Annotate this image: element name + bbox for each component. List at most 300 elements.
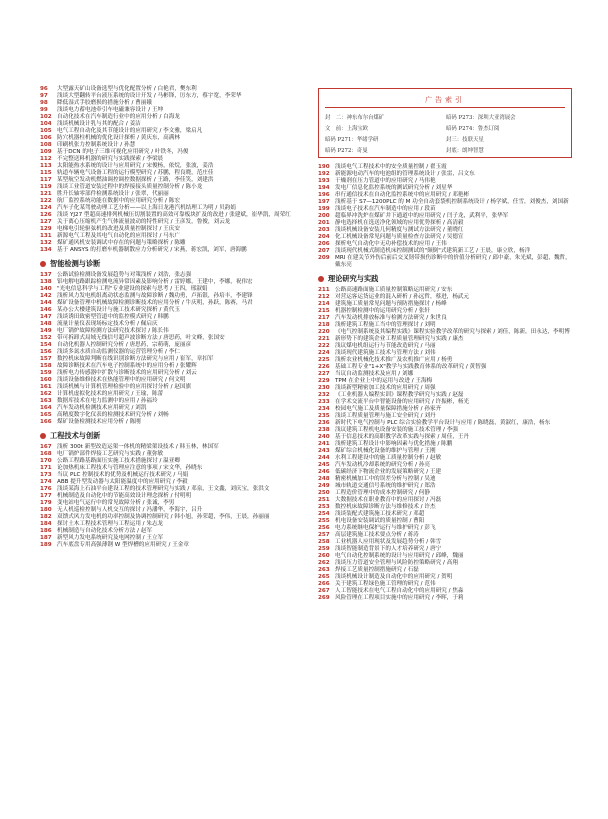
toc-page-number: 253 — [318, 504, 330, 510]
toc-page-number: 126 — [40, 212, 52, 218]
toc-entry-title: 风险管理在工程项目实施中的应用研究 / 李晖，于莉 — [335, 595, 464, 601]
toc-entry — [318, 350, 572, 357]
toc-page-number: 269 — [318, 595, 330, 601]
toc-entry — [40, 142, 306, 149]
toc-page-number: 112 — [40, 156, 52, 162]
toc-entry — [40, 321, 306, 328]
toc-entry-title: 高精度数字化仪表的检测技术研究分析 / 刘畅 — [57, 412, 169, 418]
toc-entry-title: 浅析农业机械化技术推广及农机推广应用 / 杨勇 — [335, 357, 453, 363]
toc-entry-title: 浅议建筑工程机电设备安装的施工技术管理 / 李强 — [335, 427, 458, 433]
toc-page-number: 117 — [40, 177, 52, 183]
toc-entry-title: 浅谈工业管道安装过程中的焊接接头质量控制分析 / 陈小龙 — [57, 184, 203, 190]
toc-page-number: 211 — [318, 287, 330, 293]
toc-entry — [40, 444, 306, 451]
toc-entry-title: 新能源电动汽车的电池组的管理系统设计 / 张雷，吕文东 — [335, 171, 475, 177]
toc-entry — [318, 469, 572, 476]
toc-page-number: 218 — [318, 322, 330, 328]
toc-page-number: 146 — [40, 307, 52, 313]
toc-page-number: 217 — [318, 315, 330, 321]
toc-entry — [40, 335, 306, 342]
toc-entry-title: "光电信息科学与工程"专业建设的探索与思考 / 王四，邢淑娟 — [57, 286, 208, 292]
toc-page-number: 168 — [40, 451, 52, 457]
toc-entry — [40, 247, 306, 254]
toc-entry — [40, 279, 306, 286]
toc-page-number: 255 — [318, 518, 330, 524]
right-toc-column — [318, 164, 572, 602]
toc-entry-title: 静电选择机在选送净化领域的应用优势探析 / 高清毅 — [335, 220, 464, 226]
toc-page-number: 124 — [40, 205, 52, 211]
toc-entry — [318, 343, 572, 350]
toc-entry-title: 公路高速路面施工质量控制策略运用研究 / 安东 — [335, 287, 453, 293]
toc-entry-title: 数据库技术在电力监测中的应用 / 孙福玲 — [57, 398, 158, 404]
toc-entry-title: ABB 提升型发动器与太阳能温度中的应用研究 / 李毅 — [57, 479, 188, 485]
toc-entry — [40, 135, 306, 142]
toc-page-number: 134 — [40, 247, 52, 253]
toc-entry — [318, 595, 572, 602]
toc-page-number: 176 — [40, 486, 52, 492]
toc-page-number: 156 — [40, 349, 52, 355]
toc-page-number: 245 — [318, 462, 330, 468]
toc-entry — [40, 493, 306, 500]
toc-entry — [40, 240, 306, 247]
toc-page-number: 194 — [318, 185, 330, 191]
toc-page-number: 186 — [40, 528, 52, 534]
toc-page-number: 262 — [318, 560, 330, 566]
toc-entry-title: 新时代下电气控制与 PLC 综合实验教学平台设计与应用 / 陈晓磊，黄淑红，康浩，杨东 — [335, 420, 551, 426]
toc-page-number: 197 — [318, 199, 330, 205]
toc-entry-title: 《工业机器人编程实训》课程教学研究与实践 / 赵磊 — [335, 392, 464, 398]
ad-cell: 封 二：神东布尔台煤矿 — [325, 115, 385, 121]
toc-page-number: 97 — [40, 93, 48, 99]
toc-page-number: 108 — [40, 142, 52, 148]
toc-entry — [318, 553, 572, 560]
toc-entry-title: 浅谈诱田致密型管道中的监控模式研究 / 韩鹏 — [57, 314, 169, 320]
toc-entry-title: 浅谈电力蓄电池牵引车电磁兼容设计 / 王坤 — [57, 107, 164, 113]
toc-entry — [40, 219, 306, 226]
toc-page-number: 209 — [318, 255, 330, 261]
toc-entry-title: 浅谈机械设计制造及自动化中的应用研究 / 贺明 — [335, 574, 453, 580]
toc-entry — [40, 472, 306, 479]
toc-entry-title: 公路工程路基路面压实施工技术措施探讨 / 温亚卿 — [57, 458, 180, 464]
toc-page-number: 204 — [318, 234, 330, 240]
toc-page-number: 113 — [40, 163, 52, 169]
toc-entry — [40, 272, 306, 279]
toc-entry-title: 浅谈机械与计算机管理检验中的应用探讨分析 / 赵国旗 — [57, 384, 192, 390]
toc-entry — [40, 128, 306, 135]
toc-entry — [40, 465, 306, 472]
toc-entry-title: 城市轨道交通信号系统的维护研究 / 郑浩 — [335, 483, 436, 489]
toc-entry — [318, 371, 572, 378]
toc-page-number: 189 — [40, 542, 52, 548]
toc-entry-title: 工程造价管理中的成本控制研究 / 何静 — [335, 490, 430, 496]
toc-entry-title: 关于离心压缩机产生气体流量波动的特性研究 / 王彦发，鲁俊，刘云龙 — [57, 219, 231, 225]
toc-entry — [318, 504, 572, 511]
toc-page-number: 167 — [40, 444, 52, 450]
toc-entry — [318, 357, 572, 364]
toc-entry — [318, 525, 572, 532]
toc-page-number: 174 — [40, 479, 52, 485]
toc-entry-title: 煤矿通风机安装调试中存在的问题与策略探析 / 陈雕 — [57, 240, 186, 246]
toc-entry — [318, 234, 572, 241]
toc-entry — [318, 399, 572, 406]
section-heading — [40, 431, 306, 441]
toc-page-number: 159 — [40, 370, 52, 376]
toc-entry-title: TPM 在企业上中的运用与改进 / 王海梅 — [335, 378, 433, 384]
section-heading-label: 理论研究与实践 — [328, 274, 379, 283]
toc-entry-title: 汽车发动机检测技术应用研究 / 刘凯 — [57, 405, 147, 411]
toc-page-number: 157 — [40, 356, 52, 362]
toc-entry-title: 浅谈电气工程技术中的安全质量控制 / 翟玉霞 — [335, 164, 447, 170]
toc-entry — [318, 497, 572, 504]
toc-entry-title: 精密机械加工中的误差分析与控制 / 吴迪 — [335, 476, 436, 482]
toc-entry — [40, 114, 306, 121]
toc-entry-title: 探讨土木工程技术管理与工程运用 / 朱志龙 — [57, 521, 164, 527]
section-heading — [318, 274, 572, 284]
toc-entry-title: 新源电气工程及其电气自动化的应用探讨 / 马东广 — [57, 233, 180, 239]
toc-entry-title: 浅谈新型精密加工技术的应用研究 / 周强 — [335, 385, 436, 391]
toc-entry — [40, 535, 306, 542]
toc-page-number: 256 — [318, 525, 330, 531]
toc-entry — [40, 191, 306, 198]
toc-entry — [40, 149, 306, 156]
toc-entry — [318, 406, 572, 413]
toc-entry-title: 发电厂信息化监控系统的测试研究分析 / 刘星华 — [335, 185, 453, 191]
ad-row — [325, 135, 567, 143]
toc-entry-title: 煤矿综合机械化设备的维护与管理 / 王刚 — [335, 448, 436, 454]
toc-page-number: 179 — [40, 500, 52, 506]
toc-entry — [40, 363, 306, 370]
toc-page-number: 127 — [40, 219, 52, 225]
toc-entry — [318, 441, 572, 448]
toc-entry — [40, 405, 306, 412]
toc-page-number: 243 — [318, 448, 330, 454]
toc-entry-title: 基础工程专业"1+X"教学与实践教育体系的改革研究 / 黄智强 — [335, 364, 487, 370]
toc-page-number: 144 — [40, 300, 52, 306]
toc-page-number: 192 — [318, 171, 330, 177]
toc-page-number: 215 — [318, 308, 330, 314]
toc-entry-title: 电梯电引轮驱弦机的改进及质量控制探讨 / 王庆安 — [57, 226, 180, 232]
toc-entry-title: 基于 ANSYS 的打磨车机器制散应力分析研究 / 宋燕，蒋宏凯，刘军，唐海鹏 — [57, 247, 247, 253]
toc-entry-title: 双馈式风力发电机的功率控制及协调控制研究 / 韩小旭，孙荣超，李伟，王晨，孙丽丽 — [57, 514, 270, 520]
toc-page-number: 250 — [318, 490, 330, 496]
toc-entry-title: 机械制造与自动化技术分析方法 / 赵军 — [57, 528, 152, 534]
toc-page-number: 99 — [40, 107, 48, 113]
toc-page-number: 170 — [40, 458, 52, 464]
toc-entry-title: 浅谈某海上石油平台建设工程的技术管理研究与实践 / 邓泉，王文鑫，刘庆宝，张洪文 — [57, 486, 270, 492]
ad-index-box — [318, 88, 572, 158]
toc-entry-title: 浅谈智能制造背景下的人才培养研究 / 唐宁 — [335, 546, 442, 552]
toc-entry — [40, 286, 306, 293]
toc-entry — [40, 100, 306, 107]
toc-entry-title: 煤矿设备管理中机械故障检测诊断技术的应用分析 / 牛庆明，孙跃，陈赛，马君 — [57, 300, 253, 306]
bullet-dot-icon — [40, 261, 46, 267]
toc-page-number: 214 — [318, 301, 330, 307]
toc-entry — [40, 93, 306, 100]
toc-entry — [318, 539, 572, 546]
toc-entry — [318, 574, 572, 581]
toc-entry — [40, 412, 306, 419]
toc-page-number: 96 — [40, 86, 48, 92]
toc-page-number: 260 — [318, 553, 330, 559]
toc-entry-title: 胜升长轴零部件检测系统设计 / 张翠，代丽丽 — [57, 191, 169, 197]
toc-entry-title: 自动化机器人控制研究分析 / 唐思药，宗萌萌，庞丽彦 — [57, 342, 192, 348]
toc-entry-title: 浅析 300t 新型改造运架一体机的精梁架设技术 / 韩玉林，林国军 — [57, 444, 219, 450]
toc-entry-title: 焊接工艺质量控制措施研究 / 石磊 — [335, 567, 419, 573]
toc-page-number: 225 — [318, 357, 330, 363]
toc-entry — [40, 486, 306, 493]
toc-page-number: 233 — [318, 399, 330, 405]
toc-page-number: 200 — [318, 213, 330, 219]
toc-page-number: 244 — [318, 455, 330, 461]
toc-entry — [318, 192, 572, 199]
toc-entry — [318, 413, 572, 420]
toc-page-number: 199 — [318, 206, 330, 212]
toc-entry — [318, 171, 572, 178]
toc-entry-title: 汽车子化某驾驶动理工艺分析——以上海日龙港汽机结理工为明 / 贝韵娟 — [57, 205, 236, 211]
toc-entry-title: 高层建筑施工技术要点分析 / 蒋涛 — [335, 532, 419, 538]
toc-page-number: 138 — [40, 279, 52, 285]
toc-entry — [318, 462, 572, 469]
toc-entry — [318, 455, 572, 462]
toc-entry — [40, 384, 306, 391]
toc-entry-title: 浅析基于 S7—1200PLC 的 M 功全自动套袋机控制系统设计 / 杨学斌，任雪，刘俊杰，刘国新 — [335, 199, 569, 205]
toc-page-number: 234 — [318, 406, 330, 412]
ad-row — [325, 113, 567, 121]
toc-entry-title: 计算机虚拟化技术的应用研究 / 王瑜，陈蕾 — [57, 391, 164, 397]
toc-entry-title: 太阳能热水系统的设计与应用研究 / 宋俊杨，依烷，张波，姜浩 — [57, 163, 214, 169]
toc-entry-title: 《电气控制系统及其编程实践》课程实验教学改革的研究与探索 / 刘佳，陈新，田永达，李明博 — [335, 329, 570, 335]
toc-page-number: 232 — [318, 392, 330, 398]
toc-page-number: 259 — [318, 546, 330, 552]
toc-entry — [318, 483, 572, 490]
toc-entry — [40, 419, 306, 426]
toc-page-number: 187 — [40, 535, 52, 541]
toc-entry — [318, 560, 572, 567]
toc-page-number: 149 — [40, 328, 52, 334]
toc-page-number: 266 — [318, 581, 330, 587]
toc-page-number: 254 — [318, 511, 330, 517]
toc-page-number: 263 — [318, 567, 330, 573]
toc-page-number: 102 — [40, 114, 52, 120]
toc-entry-title: 基于DCN 的电子三维可视化应用研究 / 叶铁冬，冯俊 — [57, 149, 189, 155]
toc-entry — [40, 205, 306, 212]
toc-page-number: 164 — [40, 405, 52, 411]
toc-entry-title: 浅谈工程质量管理与施工安全研究 / 刘丹 — [335, 413, 436, 419]
toc-page-number: 246 — [318, 469, 330, 475]
section-heading-label: 工程技术与创新 — [50, 431, 101, 440]
toc-entry-title: 数控机床故障诊断方法与维修技术 / 许杰 — [335, 504, 436, 510]
toc-entry-title: 浅析建筑工程设计中影响因素与优化措施 / 陈鹏 — [335, 441, 453, 447]
toc-entry — [318, 315, 572, 322]
toc-page-number: 222 — [318, 343, 330, 349]
section-heading — [40, 259, 306, 269]
toc-entry-title: 浅谈现代建筑施工技术与管理方法 / 刘伟 — [335, 350, 436, 356]
toc-entry-title: 机器控制检测中的运用研究分析 / 张轩 — [335, 308, 430, 314]
toc-entry-title: 工业机器人应用现状及发展趋势分析 / 韩雪 — [335, 539, 442, 545]
toc-page-number: 236 — [318, 420, 330, 426]
toc-page-number: 180 — [40, 507, 52, 513]
toc-entry — [318, 322, 572, 329]
toc-entry — [40, 314, 306, 321]
toc-entry — [40, 528, 306, 535]
toc-entry-title: 电厂锅炉故障检测方法研究技术探讨 / 陈长伟 — [57, 328, 169, 334]
toc-entry — [318, 567, 572, 574]
toc-entry — [40, 184, 306, 191]
toc-entry — [40, 170, 306, 177]
toc-entry-title: 变电站电气运行中的常见故障分析 / 张诚，李男 — [57, 500, 175, 506]
toc-page-number: 240 — [318, 434, 330, 440]
toc-entry-title: 浅谈设备维修技术在热能管理中的应用研究 / 何文明 — [57, 377, 186, 383]
toc-entry-title: 当议 PLC 控制技术的优势及机械运行技术研究 / 马娟 — [57, 472, 189, 478]
toc-entry-title: 校园电气施工及质量保障措施分析 / 孙家齐 — [335, 406, 442, 412]
toc-entry-title: 大型露天矿山设备选型与优化配置分析 / 白艳君，樊东利 — [57, 86, 197, 92]
toc-entry — [40, 500, 306, 507]
toc-entry-title: 电力系统继电保护运行与维护研究 / 彭飞 — [335, 525, 436, 531]
toc-entry-title: 基于信息技术的高职教学改革实践与探索 / 周佳，王丹 — [335, 434, 470, 440]
toc-entry — [318, 329, 572, 336]
toc-page-number: 196 — [318, 192, 330, 198]
toc-entry-title: 故障诊断技术在汽车电子控制系统中的应用分析 / 张耀辉 — [57, 363, 197, 369]
toc-page-number: 121 — [40, 191, 52, 197]
toc-entry — [318, 581, 572, 588]
toc-entry-title: 浅析建筑工程施工当中的管理探讨 / 刘明 — [335, 322, 436, 328]
toc-entry-title: 公路试验检测设备发展趋势与对策浅析 / 刘浩，张志强 — [57, 272, 192, 278]
toc-page-number: 165 — [40, 412, 52, 418]
toc-entry — [40, 328, 306, 335]
toc-entry-title: 降低湿式手胶磨损的措施分析 / 曹丽娥 — [57, 100, 152, 106]
toc-entry — [40, 107, 306, 114]
toc-page-number: 129 — [40, 226, 52, 232]
toc-entry — [318, 434, 572, 441]
toc-entry — [318, 227, 572, 234]
bullet-dot-icon — [40, 433, 46, 439]
toc-entry — [40, 356, 306, 363]
toc-page-number: 131 — [40, 233, 52, 239]
toc-entry-title: 浅谈装配式建筑施工技术研究 / 邓超 — [335, 511, 425, 517]
toc-page-number: 104 — [40, 121, 52, 127]
toc-entry-title: 电气自动化控制系统的设计与应用研究 / 邱峰，魏丽 — [335, 553, 464, 559]
toc-entry-title: 新形势下的建筑企业工程质量管理研究与实践 / 康杰 — [335, 336, 464, 342]
toc-page-number: 140 — [40, 286, 52, 292]
toc-entry — [40, 507, 306, 514]
toc-entry-title: MRI 在建关节外伤后前后交叉韧带损伤诊断中的价值分析研究 / 邱中豪，朱光斌，彭超，魏哲，戴东亮 — [335, 255, 571, 268]
toc-entry-title: 煤矿设备检测技术应用分析 / 陈刚 — [57, 419, 141, 425]
toc-page-number: 238 — [318, 427, 330, 433]
toc-entry-title: 自动化技术在汽车制造行业中的应用分析 / 白海龙 — [57, 114, 180, 120]
section-heading-label: 智能检测与诊断 — [50, 259, 101, 268]
toc-page-number: 161 — [40, 384, 52, 390]
toc-entry — [40, 458, 306, 465]
toc-entry — [318, 420, 572, 427]
toc-page-number: 98 — [40, 100, 48, 106]
ad-cell: 封三：技联天星 — [446, 137, 484, 143]
toc-page-number: 173 — [40, 472, 52, 478]
toc-entry — [318, 427, 572, 434]
toc-page-number: 235 — [318, 413, 330, 419]
toc-page-number: 203 — [318, 227, 330, 233]
toc-entry — [318, 378, 572, 385]
toc-entry — [318, 185, 572, 192]
toc-entry-title: 航厂监控系统功能在数据中的应用研究分析 / 陈宏 — [57, 198, 180, 204]
toc-page-number: 226 — [318, 364, 330, 370]
toc-entry — [318, 385, 572, 392]
toc-entry-title: 电厂锅炉部件焊接工艺研究与实践 / 董弥敏 — [57, 451, 164, 457]
toc-page-number: 193 — [318, 178, 330, 184]
toc-page-number: 109 — [40, 149, 52, 155]
toc-page-number: 221 — [318, 336, 330, 342]
ad-cell: 封底：朗坤智慧 — [446, 148, 484, 154]
toc-page-number: 224 — [318, 350, 330, 356]
toc-entry-title: 数控机床故障判断在线识别诊断方法研究与应用 / 崔军，章扣军 — [57, 356, 214, 362]
toc-entry-title: 浅谈机械设备安装几何精度与测试方法研究 / 董晓红 — [335, 227, 464, 233]
toc-entry-title: 新型风力发电系统研究及电网控制 / 王立军 — [57, 535, 164, 541]
toc-page-number: 158 — [40, 363, 52, 369]
toc-entry-title: 机械制造及自动化中的节能高效设计理念探析 / 付明明 — [57, 493, 192, 499]
toc-entry-title: 论加热机床工程技术与管理应注意的事项 / 宋文华，孙晓东 — [57, 465, 203, 471]
toc-page-number: 115 — [40, 170, 52, 176]
ad-index-title: 广告索引 — [425, 96, 465, 104]
toc-entry-title: 化工机械设备常见问题与质量检查方法研究 / 吴德宣 — [335, 234, 464, 240]
toc-entry — [318, 336, 572, 343]
toc-page-number: 163 — [40, 398, 52, 404]
toc-page-number: 105 — [40, 128, 52, 134]
toc-entry-title: 防穴机器柱机械的优化设计探析 / 黄庆东，高满林 — [57, 135, 180, 141]
toc-entry-title: 浅谈多氮水质自动监测仪器的运营管理分析 / 李仁 — [57, 349, 180, 355]
toc-entry — [40, 398, 306, 405]
ad-cell: 暗码 P271：华绪学研 — [325, 137, 379, 143]
toc-page-number: 166 — [40, 419, 52, 425]
toc-entry — [40, 542, 306, 549]
toc-entry-title: 汽车发动机冷却系统的研究分析 / 孙亮 — [335, 462, 430, 468]
toc-entry — [318, 532, 572, 539]
toc-page-number: 248 — [318, 476, 330, 482]
toc-page-number: 230 — [318, 385, 330, 391]
toc-entry-title: 探析电气自动化中无功补偿技术的应用 / 王伟 — [335, 241, 447, 247]
left-toc-column — [40, 86, 306, 549]
toc-entry-title: 带可拆卸式局域无线信号超声波诊断方法 / 唐思药，叶文峰，张国安 — [57, 335, 225, 341]
toc-entry — [40, 349, 306, 356]
toc-entry — [318, 206, 572, 213]
toc-entry — [318, 392, 572, 399]
toc-entry — [40, 121, 306, 128]
toc-entry-title: 铝电解电路跟踪检测电流异常因素及影响分析 / 雷婷娜，王建中，李娜，祝伟宏 — [57, 279, 253, 285]
toc-page-number: 265 — [318, 574, 330, 580]
toc-entry-title: 印刷机张力控制系统设计 / 孙慧 — [57, 142, 136, 148]
toc-entry — [40, 451, 306, 458]
toc-entry — [318, 255, 572, 269]
toc-entry-title: 对营运客运货运业的混入研析 / 孙远哲，蔡进，杨武元 — [335, 294, 470, 300]
toc-entry-title: 浅谈现代机械式制造机床控制测试的"颠倒"式建筑新工艺 / 王晨，康立欣，杨洋 — [335, 248, 531, 254]
toc-entry — [40, 233, 306, 240]
toc-page-number: 160 — [40, 377, 52, 383]
toc-page-number: 184 — [40, 521, 52, 527]
toc-entry — [40, 391, 306, 398]
toc-page-number: 152 — [40, 335, 52, 341]
toc-entry-title: 浅析电力传感器中扩散与诊断技术的应用研究分析 / 刘云 — [57, 370, 197, 376]
toc-entry — [318, 178, 572, 185]
toc-entry-title: 建筑施工质量常见问题与预防措施探讨 / 杨峰 — [335, 301, 447, 307]
toc-entry — [40, 226, 306, 233]
toc-entry-title: 某型航空发动机燃油调控调控数据探析 / 王路，李佳笑，刘建洪 — [57, 177, 214, 183]
toc-entry-title: 人工智能技术在电气工程自动化中的应用研究 / 焦淼 — [335, 588, 464, 594]
toc-entry — [318, 448, 572, 455]
toc-entry-title: 机电设备安装调试的质量控制 / 曹阳 — [335, 518, 425, 524]
toc-page-number: 257 — [318, 532, 330, 538]
toc-entry-title: 无人机巡检控制与人机交互的探讨 / 冯潘华，李海宇，吕升 — [57, 507, 203, 513]
toc-entry — [318, 301, 572, 308]
toc-entry — [318, 308, 572, 315]
toc-entry — [318, 490, 572, 497]
